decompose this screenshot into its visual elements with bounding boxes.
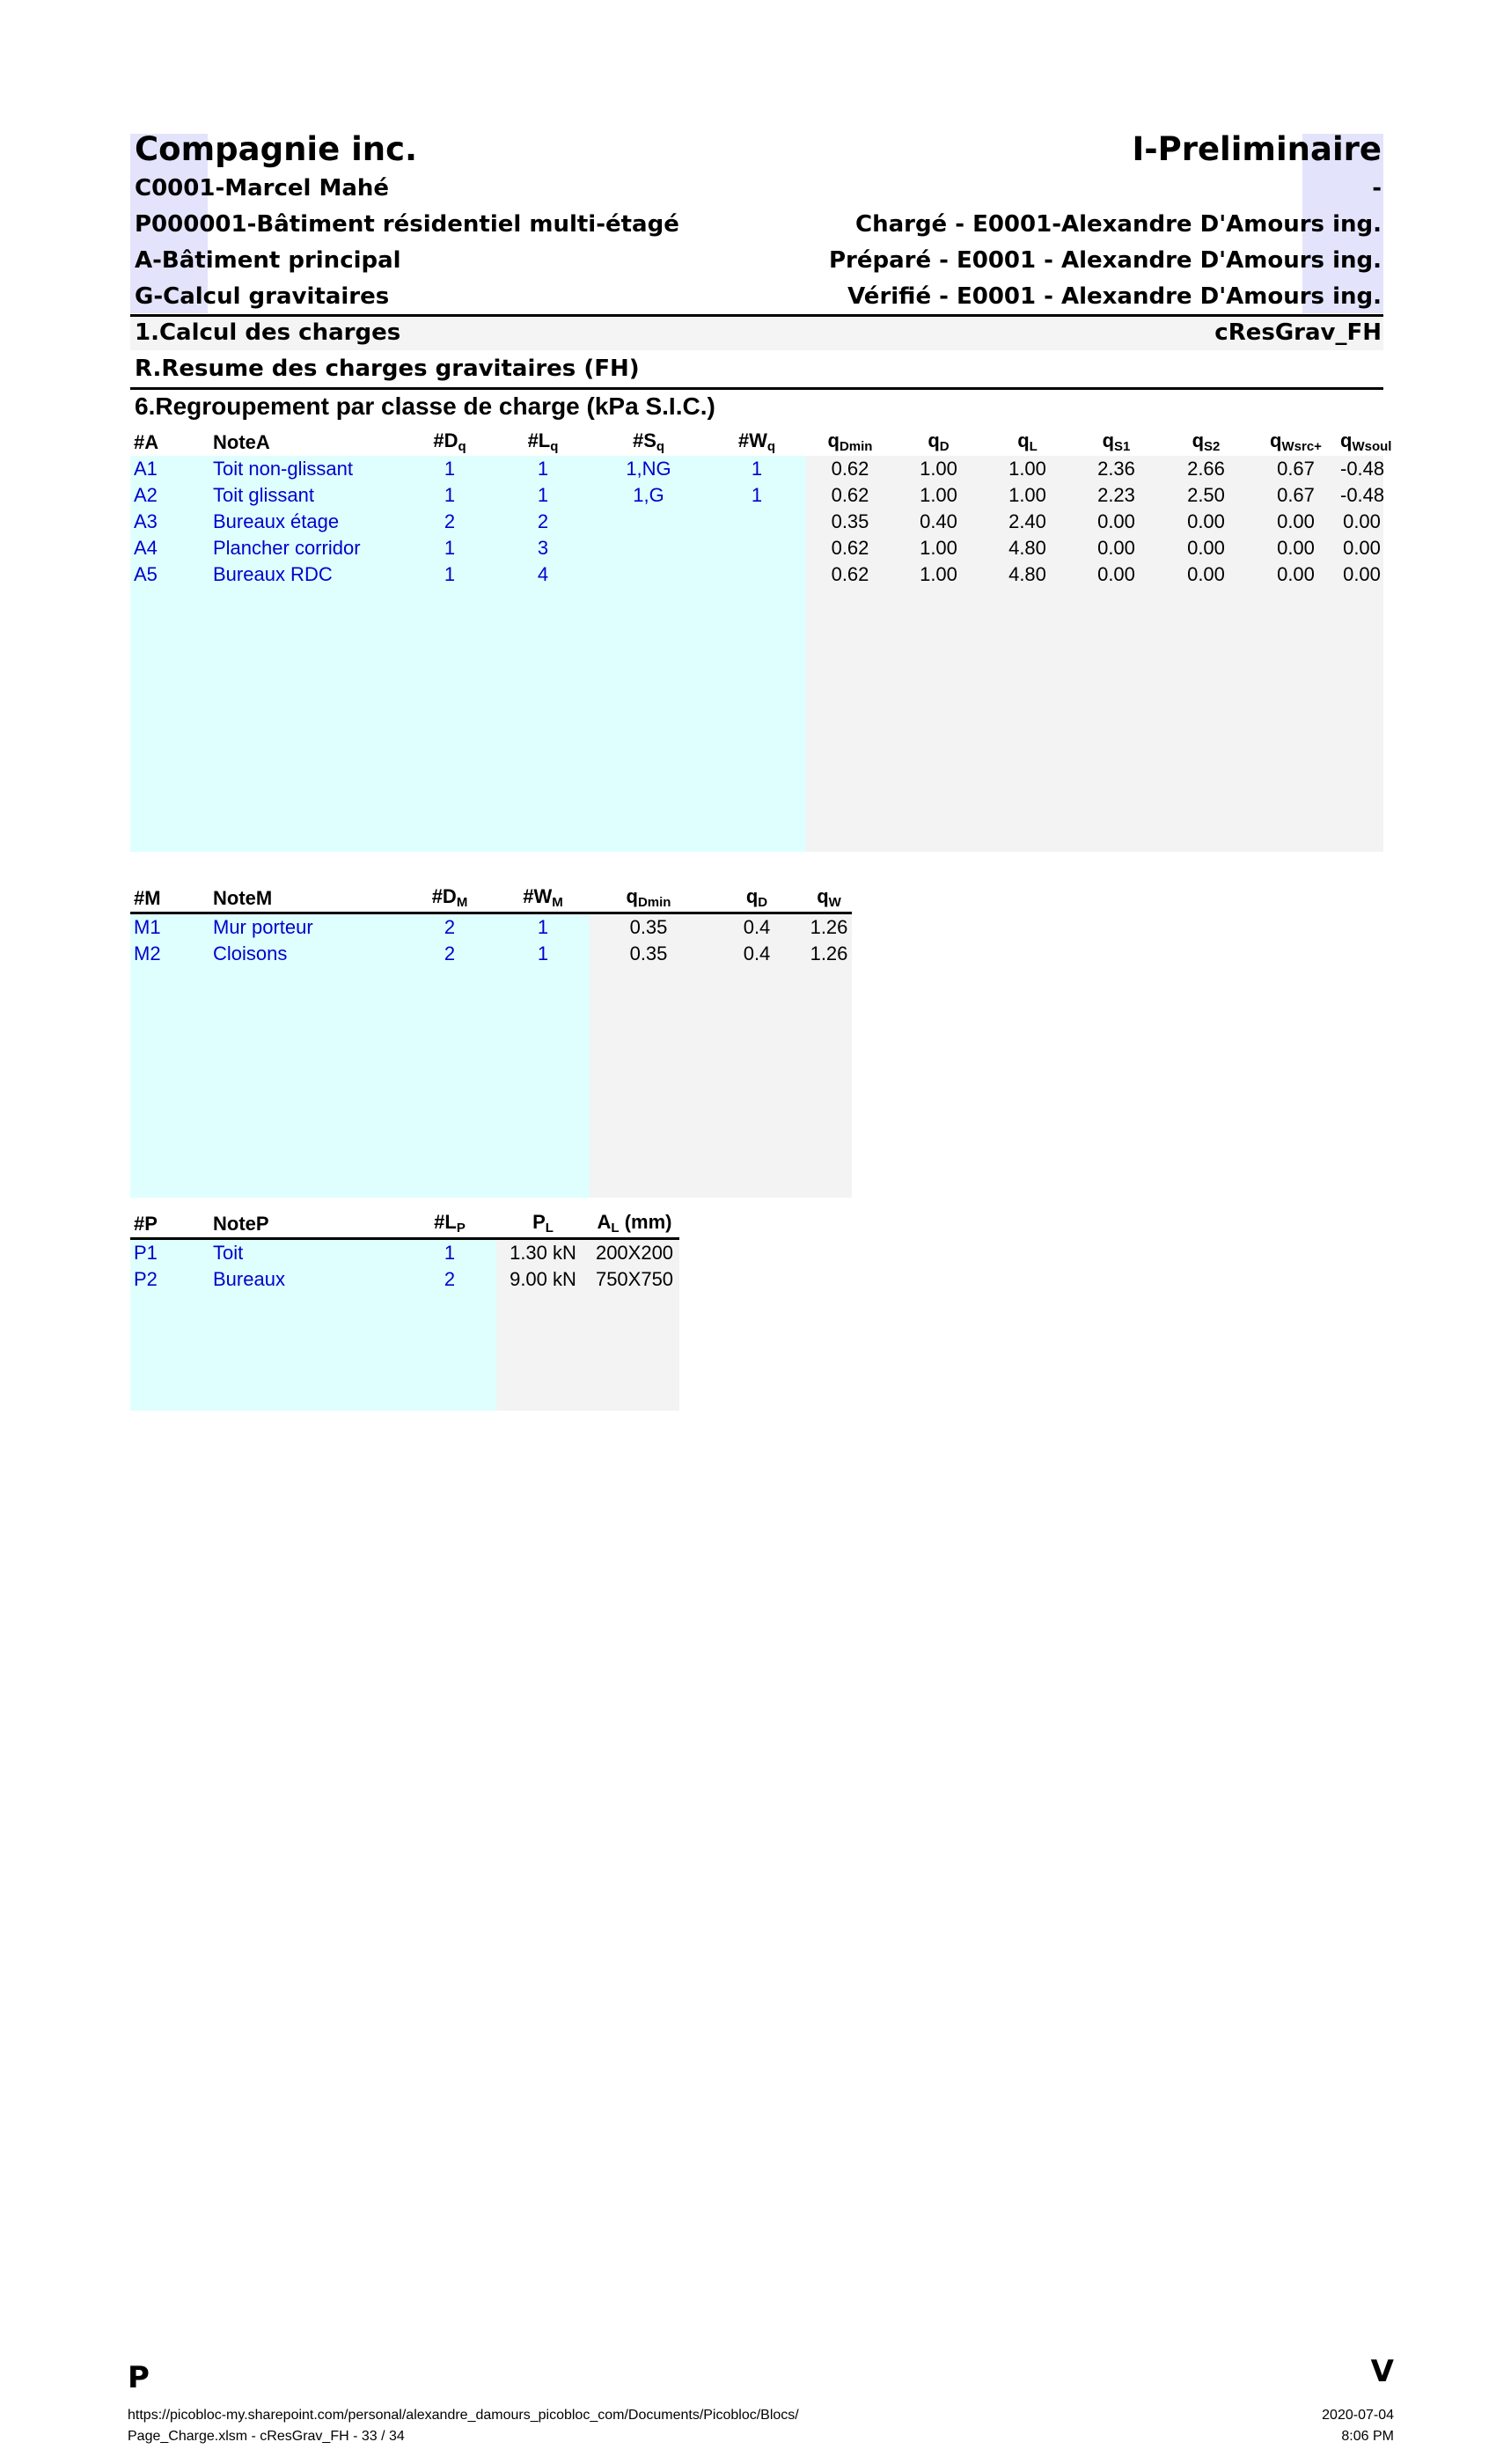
verified-line: Vérifié - E0001 - Alexandre D'Amours ing. (847, 283, 1382, 310)
table-row (130, 482, 1383, 509)
table-a (130, 424, 1392, 852)
footer-letter-left: P (128, 2360, 150, 2395)
cell-ql: 1.00 (983, 456, 1072, 482)
cell-note[interactable]: Bureaux étage (209, 509, 403, 535)
header-rule-1 (130, 314, 1383, 317)
table-row (130, 1266, 679, 1293)
cell-l[interactable]: 3 (496, 535, 590, 561)
footer-date: 2020-07-04 (1322, 2408, 1394, 2423)
m-col-header-qw: $q_W$ (806, 880, 852, 913)
cell-qwsoul: 0.00 (1340, 535, 1383, 561)
p-col-header-pl: $P_L$ (496, 1206, 590, 1239)
cell-id[interactable]: A5 (130, 561, 209, 588)
cell-note[interactable]: Toit glissant (209, 482, 403, 509)
col-header-qd: $q_D$ (928, 429, 950, 454)
footer-time: 8:06 PM (1341, 2429, 1394, 2444)
p-col-header-al: $A_L$ (mm) (590, 1206, 679, 1239)
cell-id[interactable]: M2 (130, 941, 209, 967)
calc-line: G-Calcul gravitaires (135, 283, 390, 310)
cell-w[interactable]: 1 (708, 482, 806, 509)
cell-d[interactable]: 1 (403, 535, 496, 561)
table-row (130, 941, 852, 967)
cell-note[interactable]: Toit non-glissant (209, 456, 403, 482)
cell-qs1: 0.00 (1072, 509, 1161, 535)
col-header-qdmin: $q_{Dmin}$ (827, 429, 873, 454)
cell-qs1: 0.00 (1072, 561, 1161, 588)
status-dash: - (1372, 175, 1382, 202)
cell-ql: 4.80 (983, 561, 1072, 588)
project-line: P000001-Bâtiment résidentiel multi-étagé (135, 211, 679, 238)
cell-note[interactable]: Plancher corridor (209, 535, 403, 561)
prepared-line: Préparé - E0001 - Alexandre D'Amours ing. (828, 247, 1382, 274)
col-header-note: NoteA (213, 431, 270, 453)
cell-note[interactable]: Toit (209, 1239, 403, 1267)
header-rule-2 (130, 387, 1383, 390)
cell-qwsoul: 0.00 (1340, 509, 1383, 535)
cell-d[interactable]: 1 (403, 561, 496, 588)
cell-qdmin: 0.35 (806, 509, 894, 535)
cell-qwsrc: 0.00 (1251, 509, 1340, 535)
cell-l[interactable]: 2 (496, 509, 590, 535)
table-row (130, 1239, 679, 1267)
cell-id[interactable]: A1 (130, 456, 209, 482)
p-col-header-note: NoteP (209, 1206, 403, 1239)
cell-id[interactable]: A4 (130, 535, 209, 561)
cell-pl: 1.30 kN (496, 1239, 590, 1267)
table-row (130, 913, 852, 942)
cell-d[interactable]: 1 (403, 456, 496, 482)
cell-al: 200X200 (590, 1239, 679, 1267)
p-col-header-id: #P (130, 1206, 209, 1239)
col-header-s: $\#S_q$ (632, 429, 665, 454)
cell-qs2: 0.00 (1161, 561, 1251, 588)
cell-id[interactable]: P1 (130, 1239, 209, 1267)
cell-qd: 1.00 (894, 456, 983, 482)
m-col-header-qd: $q_D$ (708, 880, 806, 913)
m-col-header-id: #M (130, 880, 209, 913)
cell-qwsoul: -0.48 (1340, 482, 1383, 509)
cell-qd: 1.00 (894, 482, 983, 509)
cell-qw: 1.26 (806, 913, 852, 942)
col-header-d: $\#D_q$ (433, 429, 466, 454)
cell-id[interactable]: A2 (130, 482, 209, 509)
cell-qwsrc: 0.67 (1251, 482, 1340, 509)
col-header-ql: $q_L$ (1017, 429, 1038, 454)
cell-s[interactable] (590, 561, 708, 588)
status-label: I-Preliminaire (1132, 130, 1382, 168)
cell-qdmin: 0.35 (590, 941, 708, 967)
cell-qdmin: 0.62 (806, 561, 894, 588)
table-row (130, 535, 1383, 561)
table-row (130, 509, 1383, 535)
footer-path-line1: https://picobloc-my.sharepoint.com/personal/alexandre_damours_picobloc_com/Documents/Picobloc/Blocs/ (128, 2408, 799, 2423)
col-header-qs2: $q_{S2}$ (1192, 429, 1221, 454)
cell-qwsrc: 0.00 (1251, 535, 1340, 561)
cell-qwsoul: -0.48 (1340, 456, 1383, 482)
table-m (130, 880, 852, 1198)
m-col-header-note: NoteM (209, 880, 403, 913)
client-line: C0001-Marcel Mahé (135, 175, 390, 202)
table-p-body (130, 1239, 679, 1294)
footer-path-line2: Page_Charge.xlsm - cResGrav_FH - 33 / 34 (128, 2429, 405, 2444)
cell-w[interactable]: 1 (496, 913, 590, 942)
cell-qwsrc: 0.00 (1251, 561, 1340, 588)
m-col-header-w: $\#W_M$ (496, 880, 590, 913)
cell-d[interactable]: 2 (403, 913, 496, 942)
company-name: Compagnie inc. (135, 130, 418, 168)
col-header-qwsoul: $q_{Wsoul}$ (1340, 429, 1392, 454)
cell-qd: 0.40 (894, 509, 983, 535)
cell-ql: 2.40 (983, 509, 1072, 535)
cell-note[interactable]: Bureaux (209, 1266, 403, 1293)
cell-al: 750X750 (590, 1266, 679, 1293)
building-line: A-Bâtiment principal (135, 247, 401, 274)
cell-qdmin: 0.35 (590, 913, 708, 942)
cell-qs2: 2.50 (1161, 482, 1251, 509)
m-col-header-d: $\#D_M$ (403, 880, 496, 913)
cell-qwsoul: 0.00 (1340, 561, 1383, 588)
cell-w[interactable]: 1 (496, 941, 590, 967)
cell-w[interactable] (708, 535, 806, 561)
cell-s[interactable]: 1,NG (590, 456, 708, 482)
cell-id[interactable]: P2 (130, 1266, 209, 1293)
cell-d[interactable]: 2 (403, 509, 496, 535)
cell-s[interactable]: 1,G (590, 482, 708, 509)
col-header-w: $\#W_q$ (737, 429, 776, 454)
footer-letter-right: V (1370, 2354, 1394, 2389)
cell-s[interactable] (590, 509, 708, 535)
cell-qs1: 2.23 (1072, 482, 1161, 509)
cell-w[interactable]: 1 (708, 456, 806, 482)
table-m-body (130, 913, 852, 968)
cell-l[interactable]: 4 (496, 561, 590, 588)
cell-qs2: 2.66 (1161, 456, 1251, 482)
col-header-qwsrc: $q_{Wsrc+}$ (1270, 429, 1322, 454)
cell-qwsrc: 0.67 (1251, 456, 1340, 482)
cell-qs2: 0.00 (1161, 535, 1251, 561)
cell-id[interactable]: A3 (130, 509, 209, 535)
cell-qs1: 0.00 (1072, 535, 1161, 561)
cell-qdmin: 0.62 (806, 535, 894, 561)
cell-l[interactable]: 1 (403, 1239, 496, 1267)
charge-line: Chargé - E0001-Alexandre D'Amours ing. (854, 211, 1382, 238)
cell-l[interactable]: 2 (403, 1266, 496, 1293)
cell-id[interactable]: M1 (130, 913, 209, 942)
cell-qw: 1.26 (806, 941, 852, 967)
cell-d[interactable]: 2 (403, 941, 496, 967)
cell-qdmin: 0.62 (806, 482, 894, 509)
cell-note[interactable]: Cloisons (209, 941, 403, 967)
table-row (130, 456, 1383, 482)
cell-note[interactable]: Mur porteur (209, 913, 403, 942)
col-header-l: $\#L_q$ (527, 429, 559, 454)
table-p (130, 1206, 679, 1411)
subsection-line: R.Resume des charges gravitaires (FH) (135, 356, 640, 382)
cell-w[interactable] (708, 561, 806, 588)
sheet-name: cResGrav_FH (1214, 319, 1382, 346)
cell-qd: 0.4 (708, 941, 806, 967)
m-col-header-qdmin: $q_{Dmin}$ (590, 880, 708, 913)
col-header-qs1: $q_{S1}$ (1102, 429, 1131, 454)
cell-note[interactable]: Bureaux RDC (209, 561, 403, 588)
cell-qd: 1.00 (894, 535, 983, 561)
cell-qdmin: 0.62 (806, 456, 894, 482)
table-a-body (130, 456, 1383, 588)
cell-d[interactable]: 1 (403, 482, 496, 509)
col-header-id: #A (134, 431, 159, 453)
cell-qd: 0.4 (708, 913, 806, 942)
cell-s[interactable] (590, 535, 708, 561)
cell-qs1: 2.36 (1072, 456, 1161, 482)
p-col-header-l: $\#L_P$ (403, 1206, 496, 1239)
cell-ql: 4.80 (983, 535, 1072, 561)
cell-qs2: 0.00 (1161, 509, 1251, 535)
cell-pl: 9.00 kN (496, 1266, 590, 1293)
cell-qd: 1.00 (894, 561, 983, 588)
table-title: 6.Regroupement par classe de charge (kPa S.I.C.) (135, 392, 715, 420)
cell-w[interactable] (708, 509, 806, 535)
cell-ql: 1.00 (983, 482, 1072, 509)
cell-l[interactable]: 1 (496, 456, 590, 482)
section-line: 1.Calcul des charges (135, 319, 401, 346)
cell-l[interactable]: 1 (496, 482, 590, 509)
table-row (130, 561, 1383, 588)
